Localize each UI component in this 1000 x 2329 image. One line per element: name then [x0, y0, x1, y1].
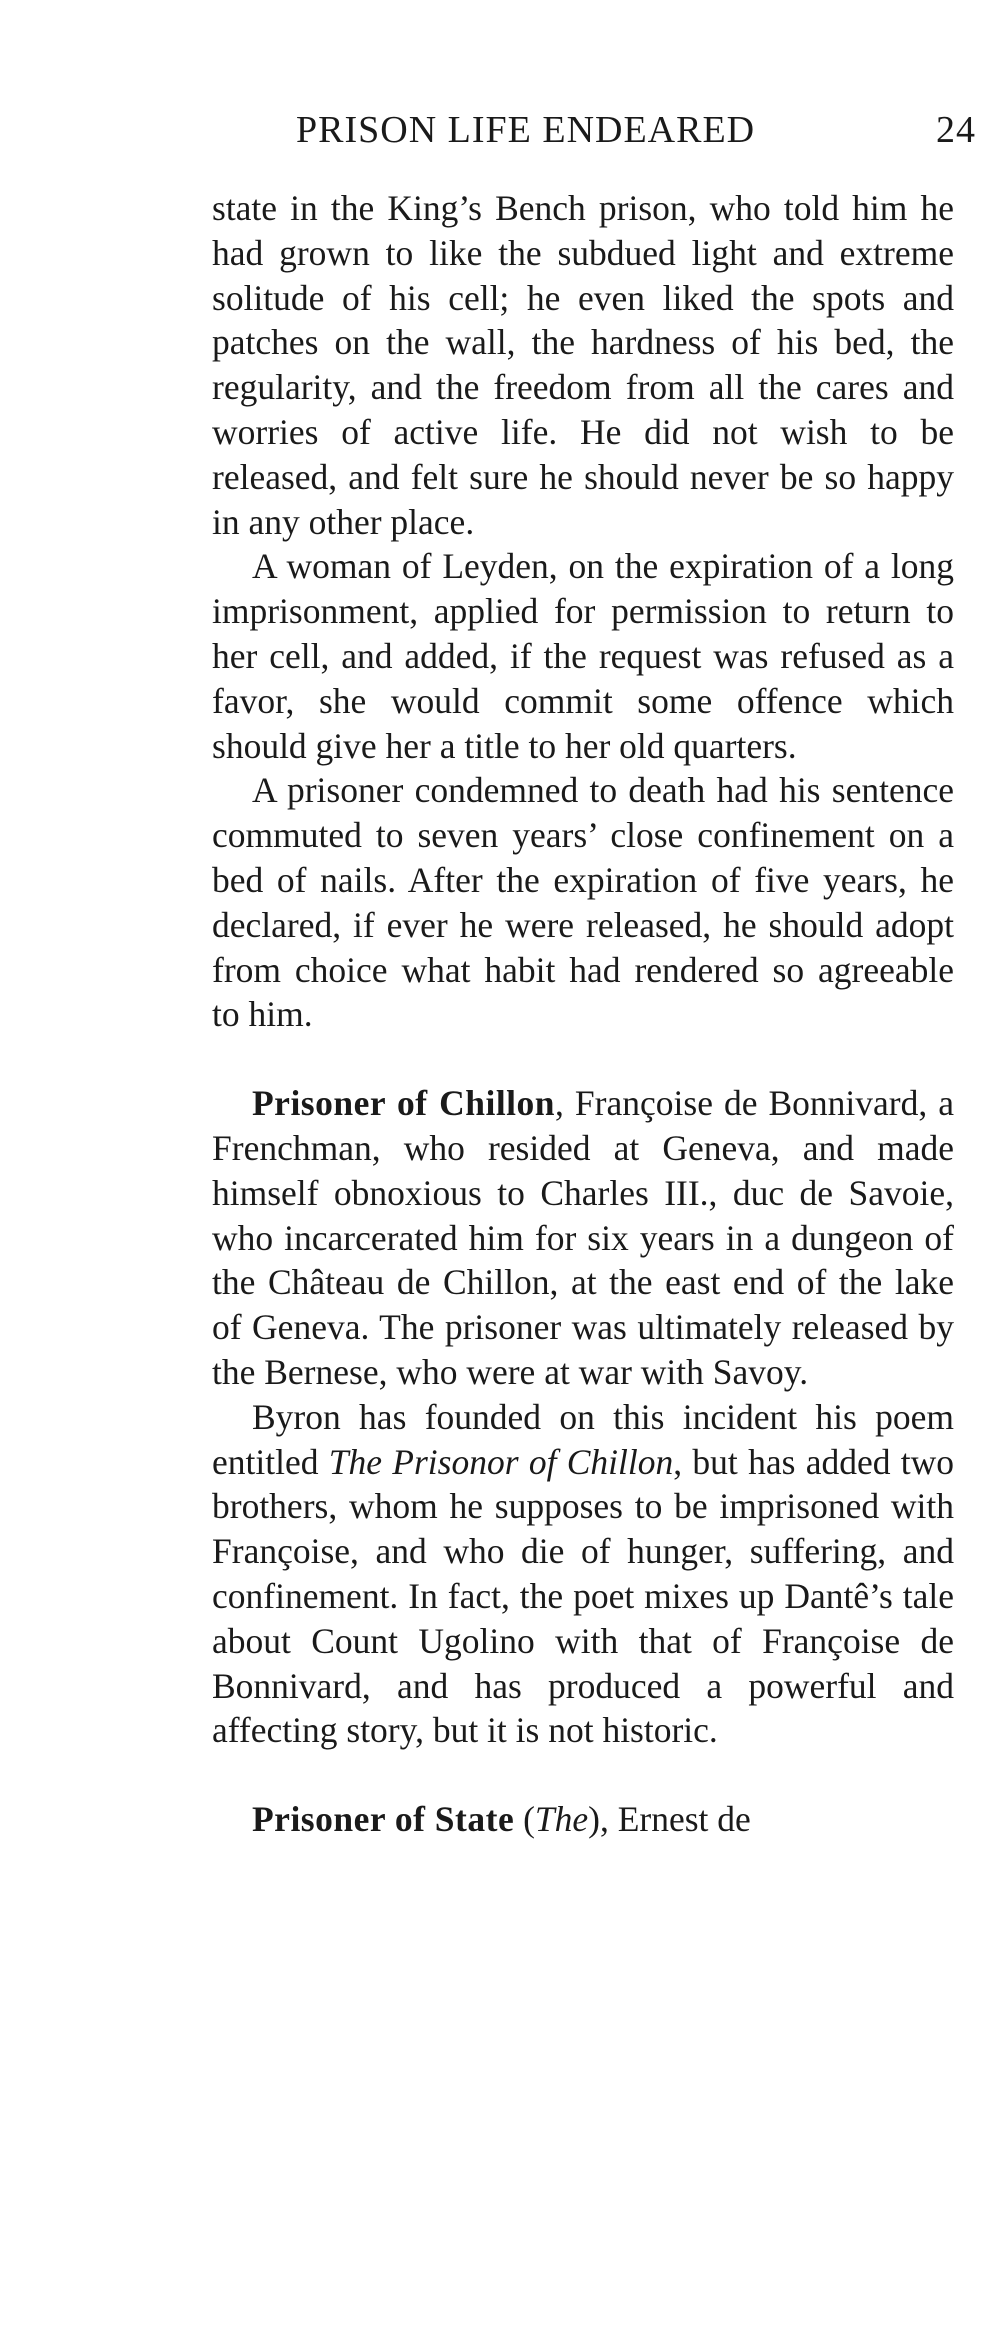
entry-body: ), Ernest de	[588, 1799, 751, 1840]
paragraph-text: Byron has founded on this incident his poem entitled	[212, 1396, 954, 1482]
text-column	[212, 186, 954, 1842]
page-number: 24	[936, 109, 976, 151]
entry-headword: Prisoner of State	[252, 1799, 515, 1840]
entry-qualifier: The	[534, 1799, 589, 1840]
paragraph-bed-of-nails: A prisoner condemned to death had his sentence commuted to seven years’ close confinement on a bed of nails. After the expiration of five years, he declared, if ever he were released, he should adopt from choice what habit had rendered so agreeable to him.	[212, 770, 954, 1035]
entry-prisoner-of-chillon	[212, 1081, 954, 1395]
paragraph-kings-bench-continuation: state in the King’s Bench prison, who told him he had grown to like the subdued light and extreme solitude of his cell; he even liked the spots and patches on the wall, the hardness of his bed, the regularity, and the freedom from all the cares and worries of active life. He did not wish to be released, and felt sure he should never be so happy in any other place.	[212, 188, 954, 542]
entry-headword: Prisoner of Chillon	[252, 1083, 556, 1124]
entry-prisoner-of-state	[212, 1797, 954, 1842]
entry-paren-open: (	[514, 1799, 535, 1840]
running-head	[296, 108, 976, 156]
paragraph-byron-poem	[212, 1395, 954, 1753]
poem-title: The Prisonor of Chillon	[328, 1441, 674, 1482]
running-head-title: PRISON LIFE ENDEARED	[296, 109, 756, 151]
paragraph-text: , but has added two brothers, whom he supposes to be imprisoned with Françoise, and who die of hunger, suffering, and confinement. In fact, the poet mixes up Dantê’s tale about Count Ugolino with that of Françoise de Bonnivard, and has produced a powerful and affecting story, but it is not historic.	[212, 1441, 955, 1751]
entry-body: , Françoise de Bonnivard, a Frenchman, who resided at Geneva, and made himself obnoxious to Charles III., duc de Savoie, who incarcerated him for six years in a dungeon of the Château de Chillon, at the east end of the lake of Geneva. The prisoner was ultimately released by the Bernese, who were at war with Savoy.	[212, 1083, 954, 1392]
paragraph-woman-of-leyden: A woman of Leyden, on the expiration of a long imprisonment, applied for permission to return to her cell, and added, if the request was refused as a favor, she would commit some offence which should give her a title to her old quarters.	[212, 546, 954, 766]
